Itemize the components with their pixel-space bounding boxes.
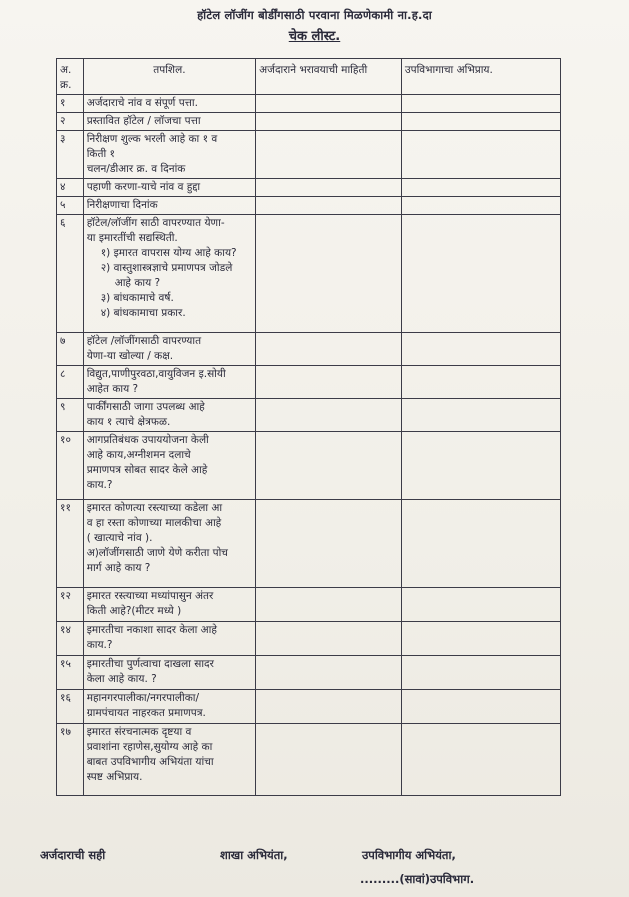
row-detail-line: ( खात्याचे नांव ). — [86, 532, 153, 544]
row-subdivision-remark-cell[interactable] — [401, 500, 560, 588]
row-serial-no: ९ — [57, 399, 84, 432]
row-serial-no: २ — [57, 113, 84, 131]
row-detail-line: इमारतीचा नकाशा सादर केला आहे — [86, 624, 217, 636]
table-row — [57, 131, 561, 179]
row-detail-line: स्पष्ट अभिप्राय. — [86, 771, 143, 783]
row-applicant-info-cell[interactable] — [256, 690, 402, 724]
row-subdivision-remark-cell[interactable] — [401, 432, 560, 500]
row-detail-line: निरीक्षणाचा दिनांक — [86, 199, 158, 211]
table-header-row — [57, 59, 561, 95]
checklist-table — [56, 58, 561, 796]
row-detail-line: पार्कींगसाठी जागा उपलब्ध आहे — [86, 401, 205, 413]
row-detail-line: आहे काय,अग्नीशमन दलाचे — [86, 449, 191, 461]
table-row — [57, 399, 561, 432]
row-detail — [83, 333, 255, 366]
row-applicant-info-cell[interactable] — [256, 500, 402, 588]
table-row — [57, 366, 561, 399]
row-detail-line: इमारत संरचनात्मक दृष्टया व — [86, 726, 192, 738]
table-row — [57, 215, 561, 333]
row-detail-line: काय.? — [86, 479, 113, 491]
row-detail-line: मार्ग आहे काय ? — [86, 562, 151, 574]
row-detail-line: महानगरपालीका/नगरपालीका/ — [86, 692, 200, 704]
row-subdivision-remark-cell[interactable] — [401, 179, 560, 197]
table-row — [57, 724, 561, 796]
row-detail-line: हॉटेल/लॉजींग साठी वापरण्यात येणा- — [86, 217, 225, 229]
row-detail-line: इमारत कोणत्या रस्त्याच्या कडेला आ — [86, 502, 223, 514]
table-row — [57, 113, 561, 131]
table-row — [57, 432, 561, 500]
row-applicant-info-cell[interactable] — [256, 113, 402, 131]
row-detail — [83, 179, 255, 197]
row-serial-no: ४ — [57, 179, 84, 197]
row-detail — [83, 500, 255, 588]
row-applicant-info-cell[interactable] — [256, 131, 402, 179]
row-detail-line: प्रवाशांना रहाणेस,सुयोग्य आहे का — [86, 741, 213, 753]
row-detail-line: केला आहे काय. ? — [86, 673, 157, 685]
row-detail-line: १) इमारत वापरास योग्य आहे काय? — [100, 247, 237, 259]
row-serial-no: १४ — [57, 622, 84, 656]
row-detail-line: पहाणी करणा-याचे नांव व हुद्दा — [86, 181, 201, 193]
header-serial-no: अ. क्र. — [57, 59, 84, 95]
row-applicant-info-cell[interactable] — [256, 656, 402, 690]
row-detail — [83, 656, 255, 690]
row-detail-line: प्रमाणपत्र सोबत सादर केले आहे — [86, 464, 208, 476]
row-detail-line: निरीक्षण शुल्क भरली आहे का १ व — [86, 133, 218, 145]
row-applicant-info-cell[interactable] — [256, 197, 402, 215]
row-applicant-info-cell[interactable] — [256, 179, 402, 197]
row-subdivision-remark-cell[interactable] — [401, 197, 560, 215]
table-row — [57, 690, 561, 724]
row-serial-no: ११ — [57, 500, 84, 588]
row-applicant-info-cell[interactable] — [256, 588, 402, 622]
row-applicant-info-cell[interactable] — [256, 366, 402, 399]
row-detail-line: आहेत काय ? — [86, 383, 139, 395]
row-detail — [83, 399, 255, 432]
row-subdivision-remark-cell[interactable] — [401, 131, 560, 179]
row-detail-line: आगप्रतिबंधक उपाययोजना केली — [86, 434, 209, 446]
row-serial-no: १७ — [57, 724, 84, 796]
row-detail — [83, 432, 255, 500]
branch-engineer-label: शाखा अभियंता, — [220, 848, 288, 862]
row-detail-line: येणा-या खोल्या / कक्ष. — [86, 350, 174, 362]
row-subdivision-remark-cell[interactable] — [401, 690, 560, 724]
table-row — [57, 500, 561, 588]
checklist-rows — [57, 95, 561, 796]
row-serial-no: १५ — [57, 656, 84, 690]
row-detail-line: हॉटेल /लॉजींगसाठी वापरण्यात — [86, 335, 202, 347]
document-title: हॉटेल लॉजींग बोर्डींगसाठी परवाना मिळणेकामी ना.ह.दा — [197, 8, 432, 22]
row-applicant-info-cell[interactable] — [256, 215, 402, 333]
row-detail — [83, 690, 255, 724]
table-row — [57, 656, 561, 690]
row-subdivision-remark-cell[interactable] — [401, 366, 560, 399]
row-detail-line: या इमारतींची सद्यस्थिती. — [86, 232, 178, 244]
row-subdivision-remark-cell[interactable] — [401, 113, 560, 131]
header-subdivision-remark: उपविभागाचा अभिप्राय. — [401, 59, 560, 95]
sub-division-engineer-label: उपविभागीय अभियंता, — [362, 848, 456, 862]
row-subdivision-remark-cell[interactable] — [401, 656, 560, 690]
row-applicant-info-cell[interactable] — [256, 95, 402, 113]
table-row — [57, 622, 561, 656]
header-applicant-info: अर्जदाराने भरावयाची माहिती — [256, 59, 402, 95]
row-serial-no: ८ — [57, 366, 84, 399]
row-serial-no: १० — [57, 432, 84, 500]
row-subdivision-remark-cell[interactable] — [401, 724, 560, 796]
row-serial-no: ५ — [57, 197, 84, 215]
row-applicant-info-cell[interactable] — [256, 333, 402, 366]
row-detail-line: चलन/डीआर क्र. व दिनांक — [86, 163, 186, 175]
row-detail-line: अ)लॉजींगसाठी जाणे येणे करीता पोच — [86, 547, 228, 559]
row-detail — [83, 95, 255, 113]
row-subdivision-remark-cell[interactable] — [401, 95, 560, 113]
row-detail — [83, 588, 255, 622]
row-subdivision-remark-cell[interactable] — [401, 333, 560, 366]
row-serial-no: १ — [57, 95, 84, 113]
sub-division-label: .........(सावां)उपविभाग. — [360, 872, 475, 886]
row-detail — [83, 724, 255, 796]
row-detail-line: काय १ त्याचे क्षेत्रफळ. — [86, 416, 171, 428]
row-detail-line: ४) बांधकामाचा प्रकार. — [100, 307, 186, 319]
row-applicant-info-cell[interactable] — [256, 432, 402, 500]
row-applicant-info-cell[interactable] — [256, 399, 402, 432]
row-serial-no: १२ — [57, 588, 84, 622]
table-row — [57, 197, 561, 215]
row-detail — [83, 113, 255, 131]
row-subdivision-remark-cell[interactable] — [401, 399, 560, 432]
row-detail — [83, 366, 255, 399]
row-detail-line: आहे काय ? — [114, 277, 161, 289]
row-detail-line: ३) बांधकामाचे वर्ष. — [100, 292, 174, 304]
row-detail-line: किती आहे?(मीटर मध्ये ) — [86, 605, 182, 617]
table-row — [57, 333, 561, 366]
row-applicant-info-cell[interactable] — [256, 724, 402, 796]
row-detail — [83, 197, 255, 215]
row-detail-line: इमारतीचा पुर्णत्वाचा दाखला सादर — [86, 658, 214, 670]
applicant-signature-label: अर्जदाराची सही — [40, 848, 106, 862]
row-detail-line: व हा रस्ता कोणाच्या मालकीचा आहे — [86, 517, 222, 529]
row-detail-line: काय.? — [86, 639, 113, 651]
row-detail-line: किती १ — [86, 148, 115, 160]
table-row — [57, 95, 561, 113]
row-serial-no: ६ — [57, 215, 84, 333]
row-detail — [83, 215, 255, 333]
header-detail: तपशिल. — [83, 59, 255, 95]
row-detail-line: अर्जदाराचे नांव व संपूर्ण पत्ता. — [86, 97, 198, 109]
row-detail-line: इमारत रस्त्याच्या मध्यांपासुन अंतर — [86, 590, 214, 602]
row-subdivision-remark-cell[interactable] — [401, 588, 560, 622]
row-detail-line: २) वास्तुशास्त्रज्ञाचे प्रमाणपत्र जोडले — [100, 262, 233, 274]
row-detail — [83, 622, 255, 656]
row-serial-no: १६ — [57, 690, 84, 724]
row-subdivision-remark-cell[interactable] — [401, 622, 560, 656]
table-row — [57, 588, 561, 622]
row-detail-line: विद्युत,पाणीपुरवठा,वायुविजन इ.सोयी — [86, 368, 226, 380]
document-subtitle: चेक लीस्ट. — [288, 29, 341, 44]
row-detail-line: प्रस्तावित हॉटेल / लॉजचा पत्ता — [86, 115, 201, 127]
row-serial-no: ७ — [57, 333, 84, 366]
table-row — [57, 179, 561, 197]
row-subdivision-remark-cell[interactable] — [401, 215, 560, 333]
row-detail-line: ग्रामपंचायत नाहरकत प्रमाणपत्र. — [86, 707, 206, 719]
row-serial-no: ३ — [57, 131, 84, 179]
row-detail-line: बाबत उपविभागीय अभियंता यांचा — [86, 756, 214, 768]
row-detail — [83, 131, 255, 179]
row-applicant-info-cell[interactable] — [256, 622, 402, 656]
